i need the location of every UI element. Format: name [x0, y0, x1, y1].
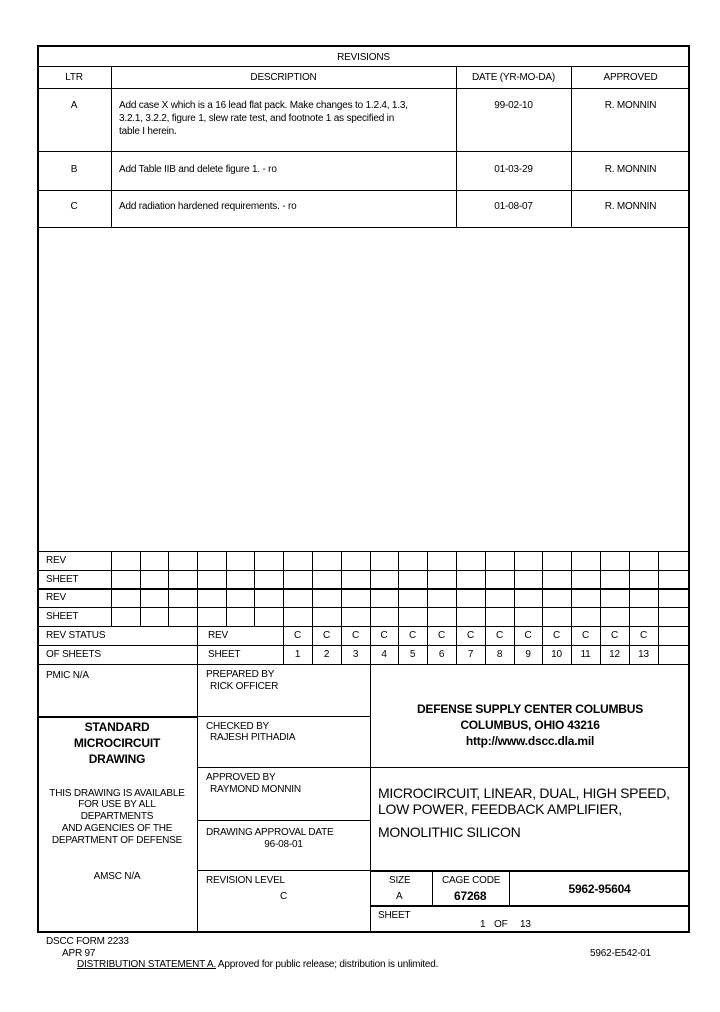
rule [37, 66, 690, 67]
revision-approver: R. MONNIN [604, 201, 657, 212]
distribution-text: Approved for public release; distribution is unlimited. [215, 959, 439, 970]
rule [514, 551, 515, 664]
header-approved: APPROVED [603, 72, 658, 83]
availability-line: DEPARTMENT OF DEFENSE [51, 835, 183, 846]
grid-label: REV [46, 592, 66, 603]
rule [370, 551, 371, 664]
rule [485, 551, 486, 664]
revision-ltr: A [70, 100, 78, 111]
standard-line: MICROCIRCUIT [73, 736, 161, 750]
rule [312, 551, 313, 664]
rule [37, 607, 690, 608]
sheet-number: 5 [409, 649, 416, 660]
cage-code-label: CAGE CODE [442, 875, 501, 886]
distribution-statement [77, 959, 438, 970]
size-value: A [396, 891, 403, 902]
form-code: 5962-E542-01 [590, 948, 651, 959]
rule [197, 551, 198, 664]
rev-status-value: C [524, 630, 532, 641]
rule [37, 664, 690, 665]
rule [370, 767, 690, 768]
rule [37, 151, 690, 152]
rule [140, 551, 141, 626]
rule [542, 551, 543, 664]
form-number: DSCC FORM 2233 [46, 936, 129, 947]
rule [37, 227, 690, 228]
sheet-number: 9 [525, 649, 531, 660]
rule [168, 551, 169, 626]
document-number: 5962-95604 [568, 882, 631, 896]
availability-line: THIS DRAWING IS AVAILABLE [49, 788, 185, 799]
standard-line: STANDARD [84, 720, 150, 734]
rule [226, 551, 227, 626]
document-title-line: MONOLITHIC SILICON [378, 824, 521, 840]
revision-ltr: C [70, 201, 78, 212]
availability-line: DEPARTMENTS [80, 811, 154, 822]
rule [254, 551, 255, 626]
sheet-number: 8 [496, 649, 503, 660]
agency-line: DEFENSE SUPPLY CENTER COLUMBUS [416, 702, 644, 716]
revision-approver: R. MONNIN [604, 100, 657, 111]
rule [370, 870, 690, 872]
rule [197, 664, 198, 933]
rule [370, 905, 690, 907]
rule [37, 645, 690, 646]
rule [456, 551, 457, 664]
revision-date: 01-08-07 [494, 201, 533, 212]
rev-label: REV [208, 630, 228, 641]
revision-ltr: B [70, 164, 78, 175]
sheet-number: 3 [352, 649, 359, 660]
approval-date-label: DRAWING APPROVAL DATE [206, 827, 334, 838]
amsc: AMSC N/A [93, 871, 141, 882]
rule [37, 551, 690, 552]
form-date: APR 97 [62, 948, 96, 959]
availability-line: AND AGENCIES OF THE [61, 823, 173, 834]
rule [37, 626, 690, 627]
rev-status-value: C [610, 630, 619, 641]
distribution-label: DISTRIBUTION STATEMENT A. [77, 959, 216, 970]
approved-by-label: APPROVED BY [206, 772, 276, 783]
revision-description-line: Add case X which is a 16 lead flat pack. Make changes to 1.2.4, 1.3, [119, 100, 408, 111]
sheet-number: 4 [381, 649, 387, 660]
rule [432, 870, 433, 906]
approval-date-value: 96-08-01 [264, 839, 303, 850]
rule [341, 551, 342, 664]
header-ltr: LTR [65, 72, 83, 83]
rule [111, 551, 112, 626]
sheet-title-label: SHEET [378, 910, 411, 921]
rule [37, 88, 690, 89]
rule [398, 551, 399, 664]
header-description: DESCRIPTION [250, 72, 317, 83]
sheet-number: 7 [467, 649, 474, 660]
sheet-title-total: 13 [520, 919, 531, 930]
grid-label: SHEET [46, 574, 79, 585]
revision-description-line: Add radiation hardened requirements. - ro [119, 201, 297, 212]
rule [197, 870, 370, 871]
checked-by-name: RAJESH PITHADIA [210, 732, 296, 743]
rule [37, 716, 197, 718]
sheet-title-of: OF [494, 919, 508, 930]
rev-status-value: C [380, 630, 388, 641]
document-title-line: LOW POWER, FEEDBACK AMPLIFIER, [378, 801, 622, 817]
rev-status-value: C [293, 630, 302, 641]
rev-status-value: C [495, 630, 504, 641]
prepared-by-name: RICK OFFICER [210, 681, 279, 692]
revision-approver: R. MONNIN [604, 164, 657, 175]
checked-by-label: CHECKED BY [206, 721, 270, 732]
availability-line: FOR USE BY ALL [78, 799, 156, 810]
pmic: PMIC N/A [46, 670, 89, 681]
rev-status-value: C [351, 630, 360, 641]
rule [658, 551, 659, 664]
sheet-number: 2 [323, 649, 330, 660]
rule [37, 190, 690, 191]
cage-code-value: 67268 [454, 889, 487, 903]
sheet-label: SHEET [208, 649, 241, 660]
rev-status-value: C [581, 630, 590, 641]
grid-label: SHEET [46, 611, 79, 622]
sheet-number: 6 [438, 649, 445, 660]
rule [427, 551, 428, 664]
rule [197, 820, 370, 821]
rev-status-value: C [437, 630, 446, 641]
sheet-number: 12 [609, 649, 620, 660]
rule [111, 66, 112, 227]
rule [629, 551, 630, 664]
revision-description-line: Add Table IIB and delete figure 1. - ro [119, 164, 277, 175]
agency-line: COLUMBUS, OHIO 43216 [460, 718, 600, 732]
rule [197, 716, 370, 717]
standard-line: DRAWING [88, 752, 146, 766]
of-sheets-label: OF SHEETS [46, 649, 101, 660]
revision-description-line: 3.2.1, 3.2.2, figure 1, slew rate test, and footnote 1 as specified in [119, 113, 395, 124]
rev-status-value: C [639, 630, 648, 641]
revision-level-label: REVISION LEVEL [206, 875, 285, 886]
revisions-title: REVISIONS [337, 52, 390, 63]
rule [283, 551, 284, 664]
sheet-number: 10 [551, 649, 562, 660]
document-title-line: MICROCIRCUIT, LINEAR, DUAL, HIGH SPEED, [378, 785, 670, 801]
prepared-by-label: PREPARED BY [206, 669, 275, 680]
rev-status-value: C [466, 630, 475, 641]
rev-status-label: REV STATUS [46, 630, 106, 641]
sheet-number: 1 [294, 649, 301, 660]
revision-date: 01-03-29 [494, 164, 533, 175]
grid-label: REV [46, 555, 66, 566]
agency-line: http://www.dscc.dla.mil [465, 734, 595, 748]
rule [37, 570, 690, 571]
rev-status-value: C [408, 630, 417, 641]
revision-level-value: C [280, 891, 288, 902]
rev-status-value: C [322, 630, 331, 641]
rule [197, 767, 370, 768]
revision-description-line: table I herein. [119, 126, 177, 137]
sheet-number: 11 [580, 649, 591, 660]
revision-date: 99-02-10 [494, 100, 533, 111]
sheet-title-number: 1 [480, 919, 486, 930]
sheet-number: 13 [638, 649, 649, 660]
rule [600, 551, 601, 664]
header-date: DATE (YR-MO-DA) [472, 72, 555, 83]
rev-status-value: C [552, 630, 561, 641]
rule [37, 588, 690, 590]
rule [571, 551, 572, 664]
size-label: SIZE [389, 875, 411, 886]
approved-by-name: RAYMOND MONNIN [210, 784, 301, 795]
